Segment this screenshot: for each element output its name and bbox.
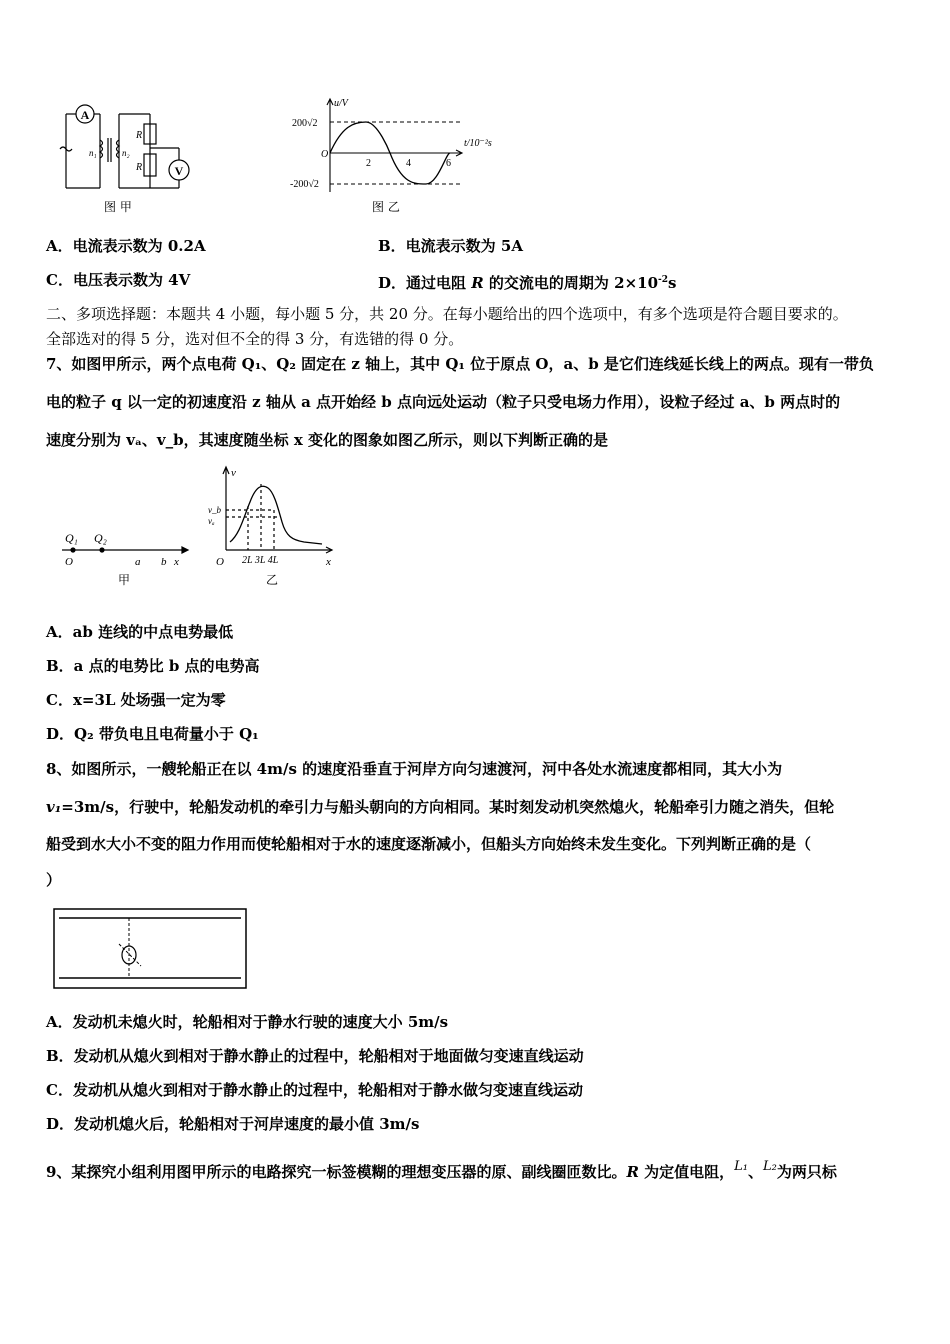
q9-separator: 、	[748, 1163, 764, 1181]
ammeter-symbol: A	[80, 108, 90, 122]
figure-jia-caption: 图 甲	[104, 200, 132, 214]
n1-label: n₁	[89, 148, 97, 158]
q6-option-b: B．电流表示数为 5A	[378, 237, 523, 255]
q8-option-a: A．发动机未熄火时，轮船相对于静水行驶的速度大小 5m/s	[46, 1013, 449, 1031]
q8-line2	[46, 797, 834, 817]
q9-mid-text: 为定值电阻，	[638, 1163, 735, 1181]
origin-o-right: O	[216, 556, 224, 568]
n2-label: n₂	[122, 148, 130, 158]
q8-option-d: D．发动机熄火后，轮船相对于河岸速度的最小值 3m/s	[46, 1115, 420, 1133]
x-axis-right-label: x	[326, 556, 331, 568]
q7-option-c: C．x=3L 处场强一定为零	[46, 691, 226, 709]
point-a-label: a	[135, 556, 141, 568]
figure-yi-label: 乙	[266, 573, 279, 587]
figure-yi-caption: 图 乙	[372, 200, 400, 214]
origin-label: O	[321, 149, 329, 160]
q6-option-a: A．电流表示数为 0.2A	[46, 237, 206, 255]
section2-line1: 二、多项选择题：本题共 4 小题，每小题 5 分，共 20 分。在每小题给出的四个选项中，有多个选项是符合题目要求的。	[46, 305, 848, 323]
tick-4: 4	[406, 158, 411, 169]
x-axis-left-label: x	[174, 556, 179, 568]
resistor-bottom-label: R	[136, 162, 143, 173]
q8-v1-symbol: v₁	[46, 798, 62, 816]
q7-line3: 速度分别为 vₐ、v_b，其速度随坐标 x 变化的图象如图乙所示，则以下判断正确的是	[46, 431, 609, 449]
q9-l2-symbol: L₂	[763, 1159, 777, 1174]
q8-option-c: C．发动机从熄火到相对于静水静止的过程中，轮船相对于静水做匀变速直线运动	[46, 1081, 583, 1099]
va-label: vₐ	[208, 516, 215, 526]
q6-option-d-prefix: D．通过电阻	[378, 274, 472, 292]
q8-line2-text: =3m/s，行驶中，轮船发动机的牵引力与船头朝向的方向相同。某时刻发动机突然熄火，轮船牵引力随之消失，但轮	[61, 798, 835, 816]
q6-option-d-var: R	[471, 274, 484, 292]
voltmeter-symbol: V	[174, 164, 184, 178]
x-axis-label: t/10⁻²s	[464, 138, 492, 149]
figure-jia-label: 甲	[118, 573, 131, 587]
y-max-label: 200√2	[292, 118, 318, 129]
q8-line1: 8、如图所示，一艘轮船正在以 4m/s 的速度沿垂直于河岸方向匀速渡河，河中各处水流速度都相同，其大小为	[46, 760, 783, 778]
vb-label: v_b	[208, 505, 221, 515]
q8-line3: 船受到水大小不变的阻力作用而使轮船相对于水的速度逐渐减小，但船头方向始终未发生变化。下列判断正确的是（	[46, 835, 812, 853]
q9-l1-symbol: L₁	[734, 1159, 749, 1174]
q9-end-text: 为两只标	[776, 1163, 837, 1181]
section2-line2: 全部选对的得 5 分，选对但不全的得 3 分，有选错的得 0 分。	[46, 330, 464, 348]
origin-o-left: O	[65, 556, 73, 568]
y-axis-label: u/V	[334, 98, 348, 109]
river-boat-figure	[53, 908, 248, 990]
tick-6: 6	[446, 158, 451, 169]
q1-label: Q₁	[65, 531, 78, 545]
q7-line1: 7、如图甲所示，两个点电荷 Q₁、Q₂ 固定在 z 轴上，其中 Q₁ 位于原点 O，a、b 是它们连线延长线上的两点。现有一带负	[46, 355, 874, 373]
transformer-circuit-diagram	[58, 96, 198, 196]
tick-2: 2	[366, 158, 371, 169]
graph-ticks: 2L 3L 4L	[242, 555, 279, 566]
q7-figure	[48, 462, 358, 597]
q6-option-d	[378, 270, 676, 293]
v-axis-label: v	[231, 467, 236, 479]
q7-line2: 电的粒子 q 以一定的初速度沿 z 轴从 a 点开始经 b 点向远处运动（粒子只受电场力作用），设粒子经过 a、b 两点时的	[46, 393, 841, 411]
q6-option-d-exp: -2	[658, 275, 669, 285]
voltage-waveform-graph	[290, 96, 510, 196]
q6-option-d-mid: 的交流电的周期为 2×10	[483, 274, 659, 292]
point-b-label: b	[161, 556, 167, 568]
q8-option-b: B．发动机从熄火到相对于静水静止的过程中，轮船相对于地面做匀变速直线运动	[46, 1047, 584, 1065]
q7-option-a: A．ab 连线的中点电势最低	[46, 623, 234, 641]
q9-line1	[46, 1159, 837, 1184]
y-min-label: -200√2	[290, 179, 319, 190]
q8-line4: ）	[46, 871, 62, 889]
q6-option-c: C．电压表示数为 4V	[46, 271, 191, 289]
q2-label: Q₂	[94, 531, 107, 545]
q9-r-symbol: R	[626, 1163, 639, 1181]
q9-text: 9、某探究小组利用图甲所示的电路探究一标签模糊的理想变压器的原、副线圈匝数比。	[46, 1163, 627, 1181]
q7-option-d: D．Q₂ 带负电且电荷量小于 Q₁	[46, 725, 259, 743]
resistor-top-label: R	[136, 130, 143, 141]
q6-option-d-suffix: s	[668, 274, 677, 292]
q7-option-b: B．a 点的电势比 b 点的电势高	[46, 657, 260, 675]
